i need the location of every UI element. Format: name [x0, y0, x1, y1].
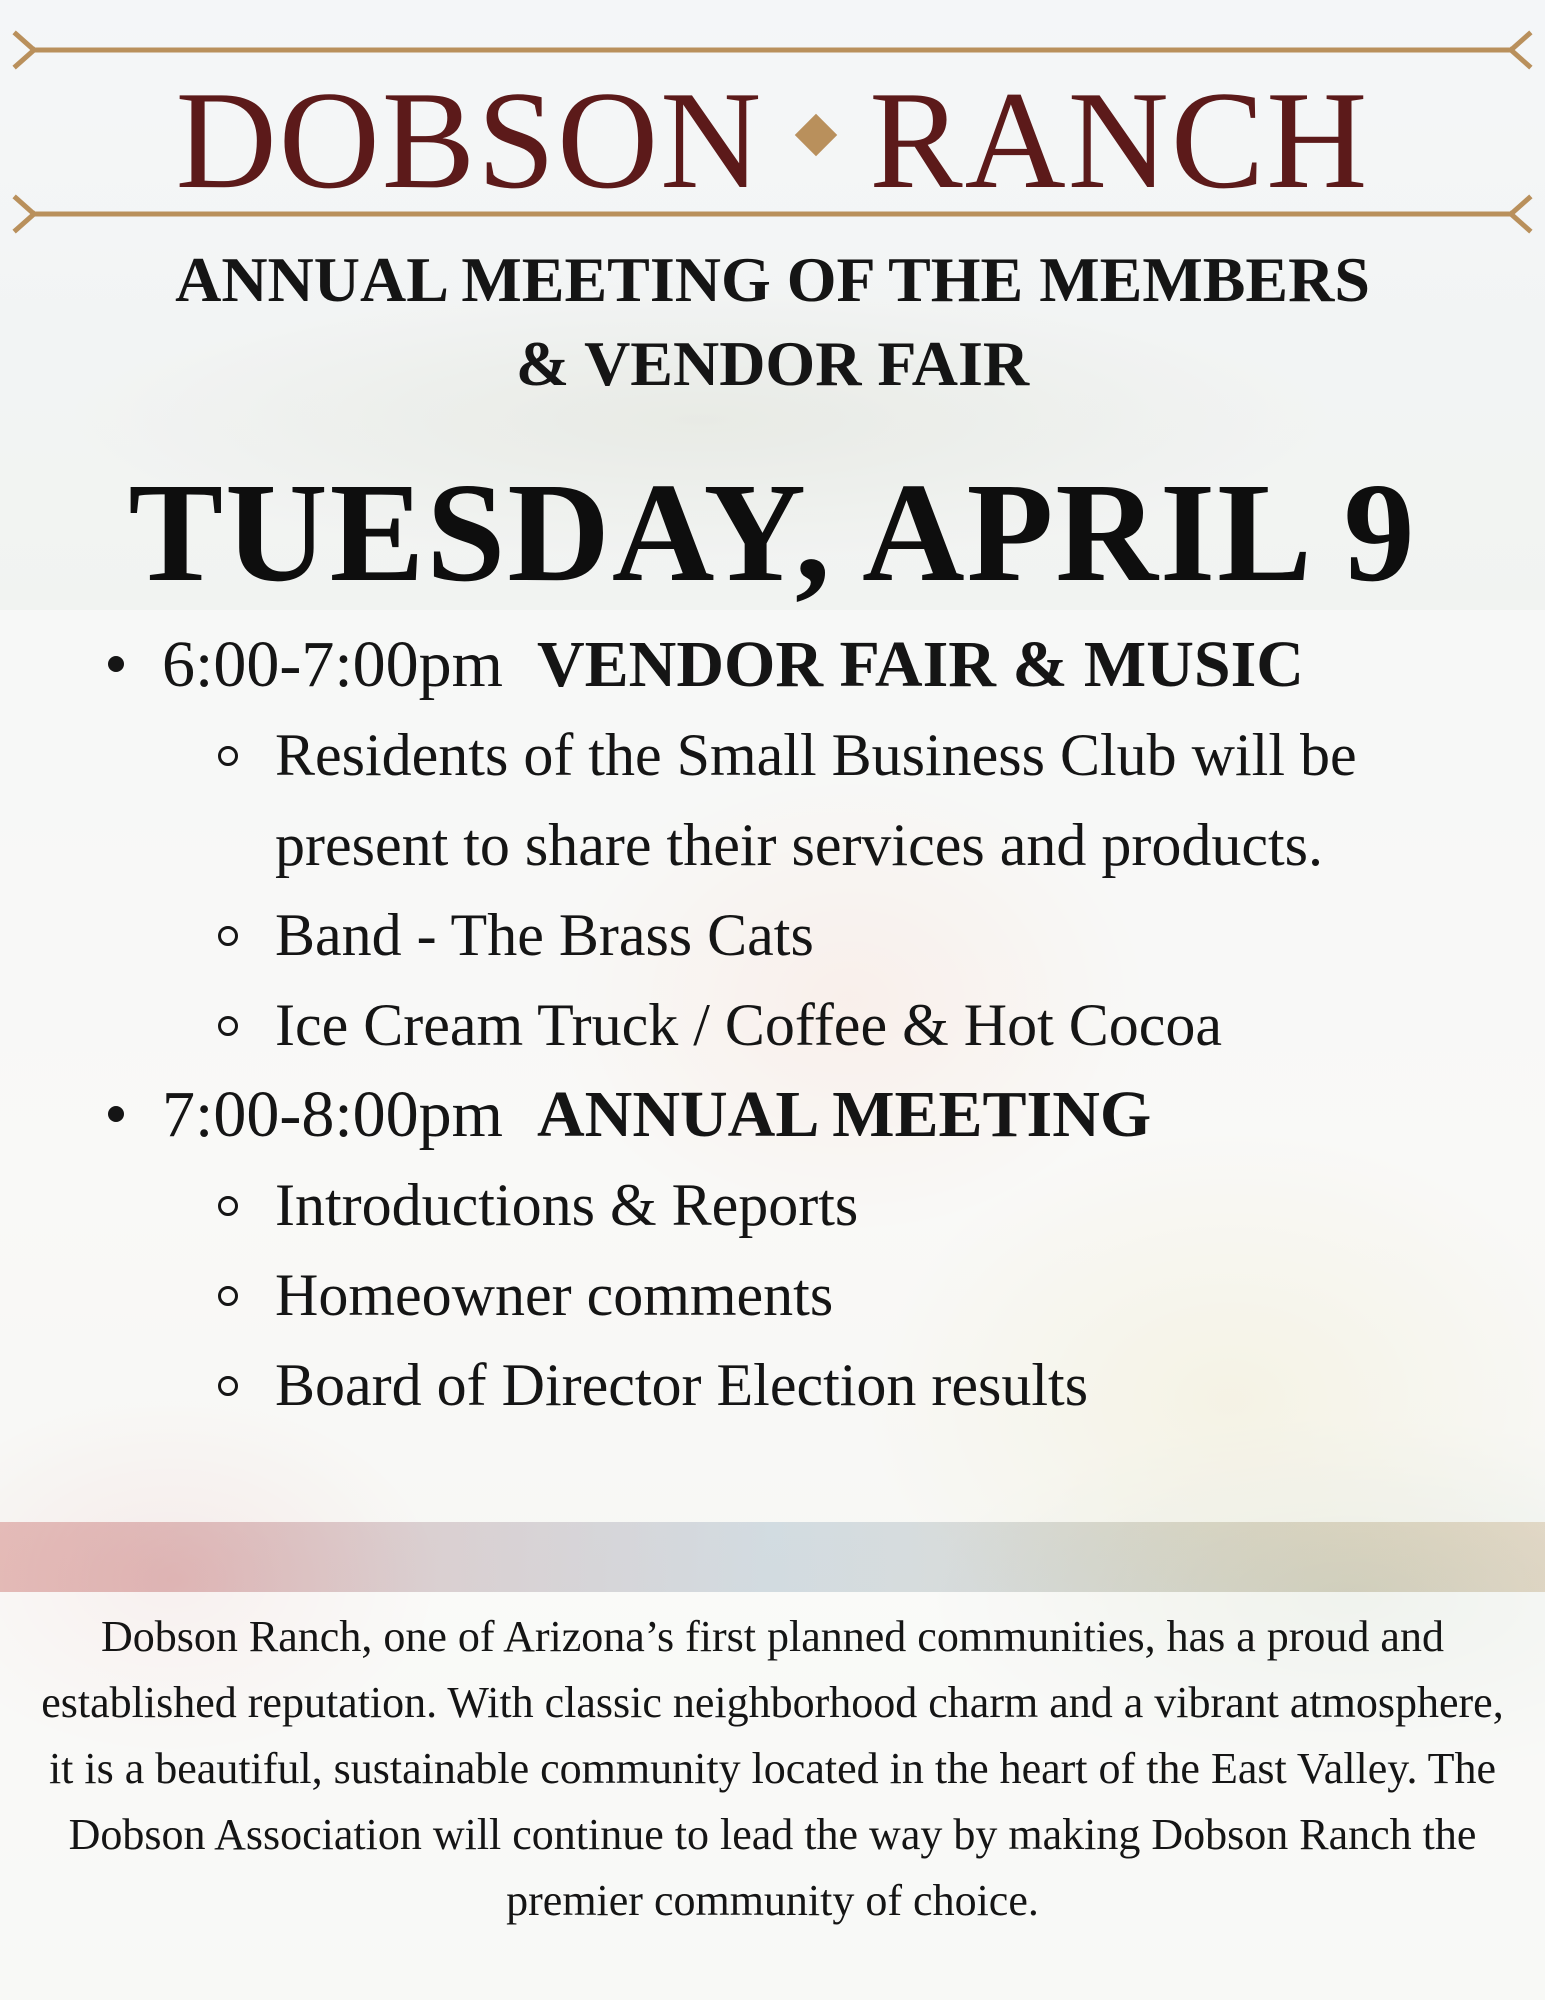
list-item — [100, 1160, 1485, 1250]
flower-strip — [0, 1522, 1545, 1592]
about-paragraph: Dobson Ranch, one of Arizona’s first planned communities, has a proud and established reputation. With classic neighborhood charm and a vibrant atmosphere, it is a beautiful, sustainable community located in the heart of the East Valley. The Dobson Association will continue to lead the way by making Dobson Ranch the premier community of choice. — [41, 1612, 1504, 1925]
agenda-session — [100, 620, 1520, 1070]
session-time: 7:00-8:00pm — [162, 1078, 503, 1151]
brand-name-left: DOBSON — [175, 62, 764, 218]
circle-bullet-icon — [218, 926, 238, 946]
brand-name-right: RANCH — [869, 62, 1370, 218]
list-item-text: Band - The Brass Cats — [275, 902, 814, 968]
list-item — [100, 710, 1485, 890]
circle-bullet-icon — [218, 746, 238, 766]
list-item-text: Residents of the Small Business Club will be present to share their services and products. — [275, 722, 1357, 878]
session-items — [100, 1160, 1520, 1430]
list-item — [100, 980, 1485, 1070]
bullet-icon — [108, 656, 124, 672]
circle-bullet-icon — [218, 1286, 238, 1306]
diamond-icon — [795, 114, 837, 156]
session-time: 6:00-7:00pm — [162, 628, 503, 701]
list-item — [100, 1250, 1485, 1340]
session-heading — [100, 620, 1520, 710]
list-item — [100, 890, 1485, 980]
agenda-session — [100, 1070, 1520, 1430]
list-item-text: Board of Director Election results — [275, 1352, 1089, 1418]
event-headline — [0, 238, 1545, 406]
circle-bullet-icon — [218, 1376, 238, 1396]
session-title: VENDOR FAIR & MUSIC — [537, 628, 1304, 701]
session-title: ANNUAL MEETING — [537, 1078, 1152, 1151]
circle-bullet-icon — [218, 1196, 238, 1216]
agenda-list — [100, 620, 1520, 1430]
top-rule — [16, 34, 1529, 50]
brand-logo-title — [0, 52, 1545, 216]
bullet-icon — [108, 1106, 124, 1122]
headline-line-1: ANNUAL MEETING OF THE MEMBERS — [175, 244, 1370, 315]
session-items — [100, 710, 1520, 1070]
list-item-text: Homeowner comments — [275, 1262, 834, 1328]
circle-bullet-icon — [218, 1016, 238, 1036]
event-date: TUESDAY, APRIL 9 — [128, 453, 1417, 611]
headline-line-2: & VENDOR FAIR — [515, 328, 1030, 399]
list-item-text: Introductions & Reports — [275, 1172, 859, 1238]
session-heading — [100, 1070, 1520, 1160]
list-item — [100, 1340, 1485, 1430]
list-item-text: Ice Cream Truck / Coffee & Hot Cocoa — [275, 992, 1223, 1058]
